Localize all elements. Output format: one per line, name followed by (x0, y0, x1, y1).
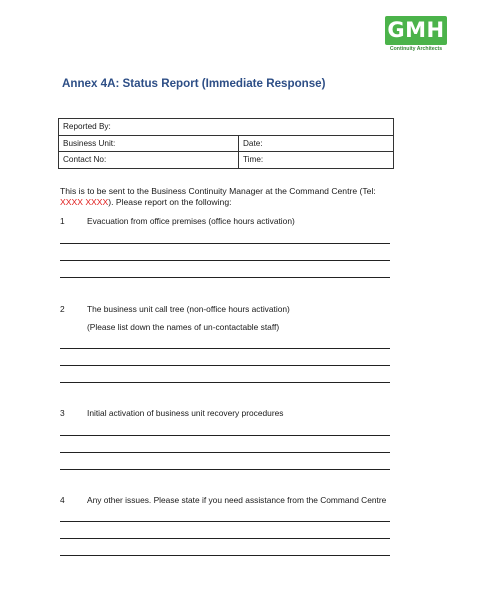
answer-line[interactable] (60, 538, 390, 539)
answer-line[interactable] (60, 382, 390, 383)
page-title: Annex 4A: Status Report (Immediate Response) (62, 77, 326, 90)
date-field[interactable]: Date: (239, 135, 394, 152)
report-item-3 (60, 408, 283, 418)
intro-text: This is to be sent to the Business Continuity Manager at the Command Centre (Tel: (60, 186, 376, 196)
item-text: Evacuation from office premises (office hours activation) (87, 216, 295, 226)
instructions-paragraph (60, 186, 400, 208)
intro-text-end: ). Please report on the following: (108, 197, 232, 207)
report-info-table (58, 118, 394, 169)
answer-line[interactable] (60, 243, 390, 244)
logo-tagline: Continuity Architects (389, 46, 443, 52)
business-unit-field[interactable]: Business Unit: (59, 135, 239, 152)
answer-line[interactable] (60, 277, 390, 278)
time-field[interactable]: Time: (239, 152, 394, 169)
command-centre-tel: XXXX XXXX (60, 197, 109, 207)
item-number: 4 (60, 495, 65, 505)
report-item-4 (60, 495, 386, 505)
answer-line[interactable] (60, 435, 390, 436)
contact-no-field[interactable]: Contact No: (59, 152, 239, 169)
logo-mark: GMH (385, 16, 447, 45)
answer-line[interactable] (60, 555, 390, 556)
item-number: 1 (60, 216, 65, 226)
item-number: 3 (60, 408, 65, 418)
answer-line[interactable] (60, 521, 390, 522)
report-item-2 (60, 304, 290, 314)
item-note: (Please list down the names of un-contactable staff) (87, 322, 280, 332)
company-logo (385, 16, 447, 57)
item-text: The business unit call tree (non-office hours activation) (87, 304, 290, 314)
answer-line[interactable] (60, 365, 390, 366)
item-text: Any other issues. Please state if you need assistance from the Command Centre (87, 495, 387, 505)
answer-line[interactable] (60, 260, 390, 261)
answer-line[interactable] (60, 348, 390, 349)
item-text: Initial activation of business unit recovery procedures (87, 408, 284, 418)
reported-by-field[interactable]: Reported By: (59, 119, 394, 136)
report-item-1 (60, 216, 295, 226)
answer-line[interactable] (60, 452, 390, 453)
answer-line[interactable] (60, 469, 390, 470)
item-number: 2 (60, 304, 65, 314)
